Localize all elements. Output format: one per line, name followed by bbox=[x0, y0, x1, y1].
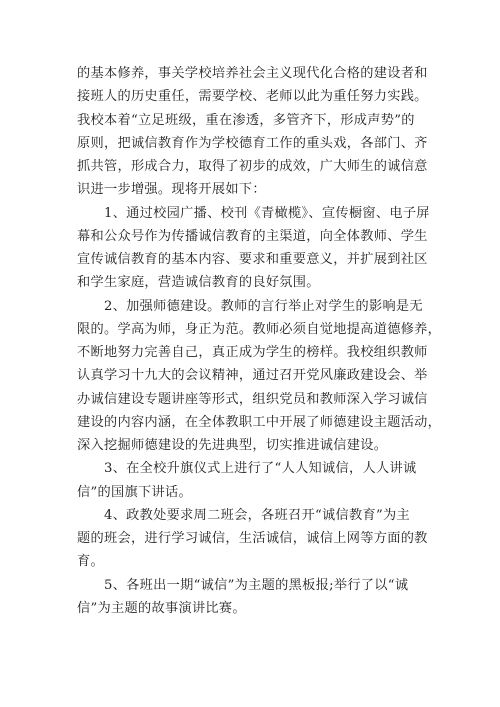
list-item-2-line: 2、加强师德建设。教师的言行举止对学生的影响是无 bbox=[104, 298, 423, 314]
paragraph-line: 建设的内容内涵，在全体教职工中开展了师德建设主题活动， bbox=[77, 414, 442, 430]
paragraph-line: 我校本着“立足班级，重在渗透，多管齐下，形成声势”的 bbox=[77, 112, 415, 128]
paragraph-line: 和学生家庭，营造诚信教育的良好氛围。 bbox=[77, 275, 320, 291]
paragraph-line: 认真学习十九大的会议精神，通过召开党风廉政建设会、举 bbox=[77, 368, 428, 384]
paragraph-line: 信”的国旗下讲话。 bbox=[77, 484, 192, 500]
list-item-1-line: 1、通过校园广播、校刊《青橄榄》、宣传橱窗、电子屏 bbox=[104, 205, 430, 221]
list-item-5-line: 5、各班出一期“诚信”为主题的黑板报;举行了以“诚 bbox=[104, 577, 409, 593]
document-body bbox=[77, 62, 442, 620]
list-item-4-line: 4、政教处要求周二班会，各班召开“诚信教育”为主 bbox=[104, 507, 411, 523]
paragraph-line: 识进一步增强。现将开展如下： bbox=[77, 182, 266, 198]
paragraph-line: 办诚信建设专题讲座等形式，组织党员和教师深入学习诚信 bbox=[77, 391, 428, 407]
list-item-3-line: 3、在全校升旗仪式上进行了“人人知诚信，人人讲诚 bbox=[104, 461, 417, 477]
paragraph-line: 幕和公众号作为传播诚信教育的主渠道，向全体教师、学生 bbox=[77, 228, 428, 244]
paragraph-line: 深入挖掘师德建设的先进典型，切实推进诚信建设。 bbox=[77, 438, 388, 453]
paragraph-line: 限的。学高为师，身正为范。教师必须自觉地提高道德修养， bbox=[77, 321, 442, 337]
paragraph-line: 题的班会，进行学习诚信，生活诚信，诚信上网等方面的教 bbox=[77, 531, 428, 546]
paragraph-line: 宣传诚信教育的基本内容、要求和重要意义，并扩展到社区 bbox=[77, 252, 428, 267]
paragraph-line: 接班人的历史重任，需要学校、老师以此为重任努力实践。 bbox=[77, 89, 428, 105]
paragraph-line: 育。 bbox=[77, 554, 104, 570]
paragraph-line: 不断地努力完善自己，真正成为学生的榜样。我校组织教师 bbox=[77, 345, 428, 360]
paragraph-line: 原则，把诚信教育作为学校德育工作的重头戏，各部门、齐 bbox=[77, 135, 428, 151]
paragraph-line: 抓共管，形成合力，取得了初步的成效，广大师生的诚信意 bbox=[77, 159, 428, 174]
paragraph-line: 信”为主题的故事演讲比赛。 bbox=[77, 600, 246, 616]
paragraph-line: 的基本修养，事关学校培养社会主义现代化合格的建设者和 bbox=[77, 66, 428, 81]
